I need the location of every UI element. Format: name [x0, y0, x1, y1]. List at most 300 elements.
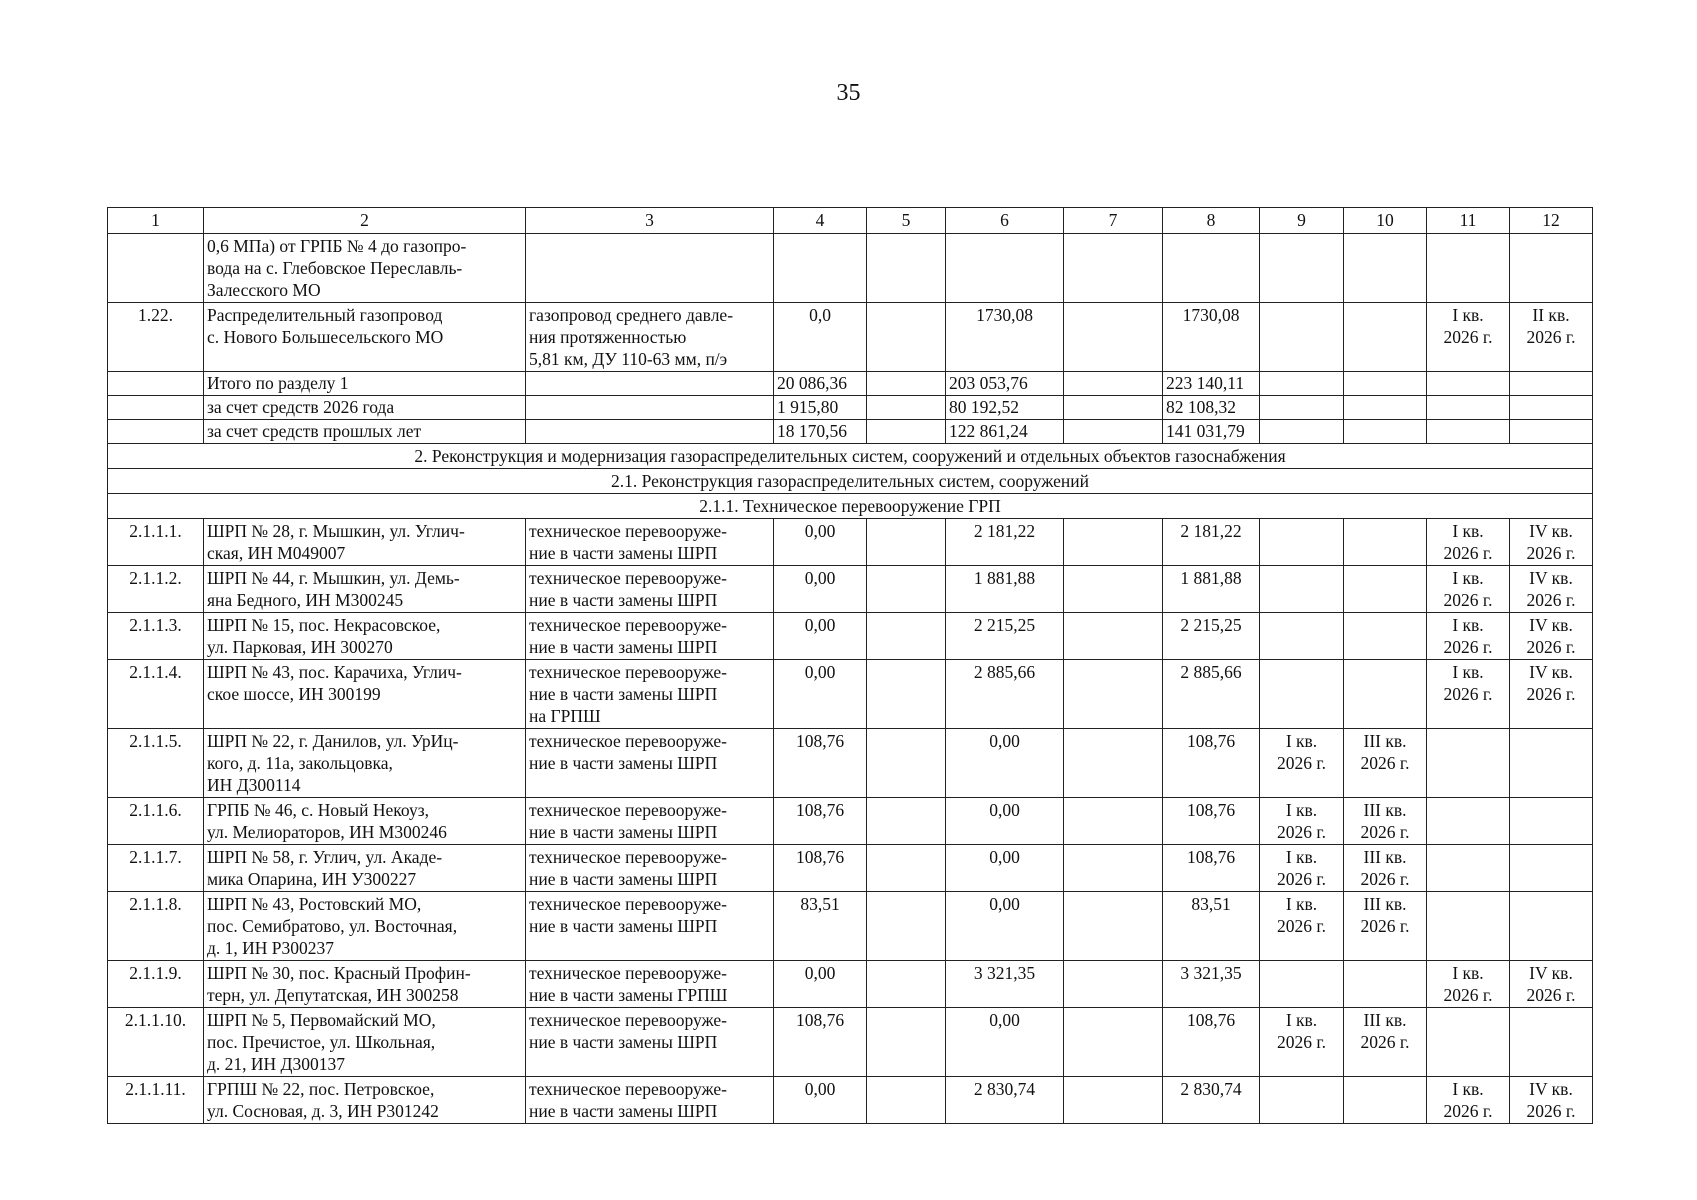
column-number: 6 — [946, 208, 1064, 234]
object-name — [204, 845, 526, 892]
cost-col-8: 108,76 — [1163, 1008, 1260, 1077]
end-period-col-10 — [1344, 961, 1427, 1008]
end-period-col-12 — [1510, 1008, 1593, 1077]
period-line: 2026 г. — [1443, 543, 1493, 563]
item-number: 2.1.1.4. — [108, 660, 204, 729]
section-title: 2.1.1. Техническое перевооружение ГРП — [108, 494, 1593, 519]
object-name-line: ШРП № 43, Ростовский МО, — [207, 894, 422, 914]
cost-col-5 — [867, 303, 946, 372]
work-description-line: техническое перевооруже- — [529, 662, 727, 682]
period-line: 2026 г. — [1526, 684, 1576, 704]
end-period-col-10 — [1344, 1077, 1427, 1124]
work-description — [526, 729, 774, 798]
table-row — [108, 798, 1593, 845]
start-period-col-9 — [1260, 519, 1344, 566]
object-name-line: ШРП № 58, г. Углич, ул. Акаде- — [207, 847, 443, 867]
period-line: 2026 г. — [1443, 590, 1493, 610]
work-description-line: ние в части замены ШРП — [529, 590, 718, 610]
period-line: III кв. — [1363, 847, 1407, 867]
start-period-col-9 — [1260, 613, 1344, 660]
work-description-line: техническое перевооруже- — [529, 1010, 727, 1030]
period-line: 2026 г. — [1526, 543, 1576, 563]
page-number: 35 — [836, 80, 861, 106]
object-name-line: терн, ул. Депутатская, ИН 300258 — [207, 985, 459, 1005]
table-body — [108, 234, 1593, 1124]
cost-col-8: 1 881,88 — [1163, 566, 1260, 613]
cost-col-6: 1730,08 — [946, 303, 1064, 372]
period-line: I кв. — [1452, 521, 1484, 541]
cost-col-8: 108,76 — [1163, 729, 1260, 798]
cost-col-5 — [867, 234, 946, 303]
period-line: I кв. — [1452, 615, 1484, 635]
object-name-line: ул. Мелиораторов, ИН М300246 — [207, 822, 447, 842]
period-line: III кв. — [1363, 800, 1407, 820]
column-number: 8 — [1163, 208, 1260, 234]
cost-col-6: 0,00 — [946, 729, 1064, 798]
object-name — [204, 303, 526, 372]
start-period-col-9 — [1260, 372, 1344, 396]
object-name — [204, 519, 526, 566]
end-period-col-12 — [1510, 519, 1593, 566]
item-number: 2.1.1.1. — [108, 519, 204, 566]
end-period-col-10 — [1344, 396, 1427, 420]
work-description-line: техническое перевооруже- — [529, 731, 727, 751]
column-number-row — [108, 208, 1593, 234]
end-period-col-12 — [1510, 420, 1593, 444]
start-period-col-11 — [1427, 729, 1510, 798]
section-header-row — [108, 494, 1593, 519]
work-description-line: ние в части замены ШРП — [529, 543, 718, 563]
cost-col-7 — [1064, 892, 1163, 961]
end-period-col-12 — [1510, 303, 1593, 372]
cost-col-7 — [1064, 1008, 1163, 1077]
cost-col-5 — [867, 396, 946, 420]
table-row — [108, 660, 1593, 729]
cost-col-8: 223 140,11 — [1163, 372, 1260, 396]
cost-col-8: 108,76 — [1163, 845, 1260, 892]
table-row — [108, 566, 1593, 613]
item-number: 2.1.1.5. — [108, 729, 204, 798]
period-line: 2026 г. — [1277, 869, 1326, 889]
start-period-col-9 — [1260, 892, 1344, 961]
start-period-col-11 — [1427, 613, 1510, 660]
cost-col-7 — [1064, 798, 1163, 845]
column-number: 12 — [1510, 208, 1593, 234]
cost-col-7 — [1064, 613, 1163, 660]
work-description — [526, 303, 774, 372]
start-period-col-11 — [1427, 372, 1510, 396]
start-period-col-11 — [1427, 519, 1510, 566]
table-row — [108, 1008, 1593, 1077]
object-name-line: ШРП № 44, г. Мышкин, ул. Демь- — [207, 568, 460, 588]
cost-col-8 — [1163, 234, 1260, 303]
cost-col-8: 141 031,79 — [1163, 420, 1260, 444]
column-number: 4 — [774, 208, 867, 234]
column-number: 11 — [1427, 208, 1510, 234]
period-line: I кв. — [1452, 662, 1484, 682]
period-line: I кв. — [1452, 963, 1484, 983]
column-number: 7 — [1064, 208, 1163, 234]
cost-col-5 — [867, 1008, 946, 1077]
work-description — [526, 961, 774, 1008]
cost-col-8: 83,51 — [1163, 892, 1260, 961]
start-period-col-9 — [1260, 566, 1344, 613]
object-name-line: пос. Семибратово, ул. Восточная, — [207, 916, 458, 936]
cost-col-4: 0,0 — [774, 303, 867, 372]
cost-col-5 — [867, 420, 946, 444]
object-name-line: с. Нового Большесельского МО — [207, 327, 444, 347]
object-name — [204, 892, 526, 961]
cost-col-4: 18 170,56 — [774, 420, 867, 444]
end-period-col-12 — [1510, 961, 1593, 1008]
cost-col-6: 0,00 — [946, 798, 1064, 845]
period-line: I кв. — [1285, 731, 1318, 751]
section-header-row — [108, 469, 1593, 494]
period-line: 2026 г. — [1360, 822, 1410, 842]
cost-col-5 — [867, 729, 946, 798]
period-line: 2026 г. — [1526, 985, 1576, 1005]
table-row — [108, 519, 1593, 566]
period-line: 2026 г. — [1443, 1101, 1493, 1121]
end-period-col-10 — [1344, 660, 1427, 729]
item-number: 2.1.1.10. — [108, 1008, 204, 1077]
end-period-col-12 — [1510, 613, 1593, 660]
object-name-line: мика Опарина, ИН У300227 — [207, 869, 417, 889]
object-name-line: ШРП № 28, г. Мышкин, ул. Углич- — [207, 521, 465, 541]
work-description-line: газопровод среднего давле- — [529, 305, 734, 325]
work-description-line: на ГРПШ — [529, 706, 601, 726]
cost-col-5 — [867, 372, 946, 396]
end-period-col-10 — [1344, 303, 1427, 372]
period-line: 2026 г. — [1277, 753, 1326, 773]
work-description-line: ние в части замены ШРП — [529, 637, 718, 657]
object-name — [204, 372, 526, 396]
work-description-line: 5,81 км, ДУ 110-63 мм, п/э — [529, 349, 728, 369]
table-row — [108, 961, 1593, 1008]
end-period-col-10 — [1344, 1008, 1427, 1077]
item-number — [108, 396, 204, 420]
period-line: IV кв. — [1529, 963, 1573, 983]
period-line: IV кв. — [1529, 662, 1573, 682]
start-period-col-11 — [1427, 660, 1510, 729]
period-line: 2026 г. — [1277, 822, 1326, 842]
work-description — [526, 845, 774, 892]
cost-col-7 — [1064, 566, 1163, 613]
cost-col-4: 0,00 — [774, 613, 867, 660]
period-line: IV кв. — [1529, 521, 1573, 541]
cost-col-4: 108,76 — [774, 1008, 867, 1077]
period-line: 2026 г. — [1360, 869, 1410, 889]
item-number: 2.1.1.7. — [108, 845, 204, 892]
cost-col-8: 82 108,32 — [1163, 396, 1260, 420]
cost-col-5 — [867, 798, 946, 845]
period-line: II кв. — [1532, 305, 1570, 325]
period-line: 2026 г. — [1443, 637, 1493, 657]
work-description — [526, 519, 774, 566]
object-name-line: Распределительный газопровод — [207, 305, 443, 325]
end-period-col-12 — [1510, 660, 1593, 729]
cost-col-5 — [867, 1077, 946, 1124]
object-name — [204, 729, 526, 798]
cost-col-4: 0,00 — [774, 566, 867, 613]
start-period-col-9 — [1260, 798, 1344, 845]
cost-col-5 — [867, 566, 946, 613]
work-description-line: ние в части замены ШРП — [529, 1032, 718, 1052]
cost-col-5 — [867, 892, 946, 961]
object-name — [204, 420, 526, 444]
object-name — [204, 234, 526, 303]
end-period-col-10 — [1344, 613, 1427, 660]
period-line: 2026 г. — [1526, 1101, 1576, 1121]
work-description — [526, 420, 774, 444]
end-period-col-10 — [1344, 845, 1427, 892]
start-period-col-11 — [1427, 566, 1510, 613]
period-line: I кв. — [1285, 800, 1318, 820]
object-name — [204, 613, 526, 660]
cost-col-4 — [774, 234, 867, 303]
period-line: I кв. — [1452, 305, 1484, 325]
cost-col-8: 2 181,22 — [1163, 519, 1260, 566]
cost-col-6: 203 053,76 — [946, 372, 1064, 396]
object-name-line: д. 1, ИН Р300237 — [207, 938, 335, 958]
table-row — [108, 1077, 1593, 1124]
work-description-line: техническое перевооруже- — [529, 615, 727, 635]
period-line: IV кв. — [1529, 568, 1573, 588]
cost-col-6: 0,00 — [946, 1008, 1064, 1077]
object-name-line: ская, ИН М049007 — [207, 543, 346, 563]
end-period-col-12 — [1510, 396, 1593, 420]
start-period-col-9 — [1260, 234, 1344, 303]
object-name — [204, 660, 526, 729]
object-name-line: ШРП № 30, пос. Красный Профин- — [207, 963, 471, 983]
column-number: 9 — [1260, 208, 1344, 234]
start-period-col-9 — [1260, 396, 1344, 420]
cost-col-4: 0,00 — [774, 519, 867, 566]
item-number: 2.1.1.3. — [108, 613, 204, 660]
object-name — [204, 396, 526, 420]
cost-col-4: 83,51 — [774, 892, 867, 961]
work-description-line: техническое перевооруже- — [529, 894, 727, 914]
item-number: 2.1.1.11. — [108, 1077, 204, 1124]
end-period-col-12 — [1510, 845, 1593, 892]
work-description — [526, 234, 774, 303]
work-description — [526, 892, 774, 961]
work-description-line: ние в части замены ШРП — [529, 869, 718, 889]
end-period-col-10 — [1344, 892, 1427, 961]
object-name-line: ШРП № 43, пос. Карачиха, Углич- — [207, 662, 462, 682]
cost-col-4: 0,00 — [774, 961, 867, 1008]
cost-col-7 — [1064, 234, 1163, 303]
start-period-col-9 — [1260, 420, 1344, 444]
object-name-line: яна Бедного, ИН М300245 — [207, 590, 404, 610]
cost-col-6: 80 192,52 — [946, 396, 1064, 420]
cost-col-8: 2 885,66 — [1163, 660, 1260, 729]
cost-col-7 — [1064, 961, 1163, 1008]
end-period-col-12 — [1510, 566, 1593, 613]
cost-col-6: 2 830,74 — [946, 1077, 1064, 1124]
period-line: 2026 г. — [1360, 1032, 1410, 1052]
cost-col-7 — [1064, 372, 1163, 396]
period-line: III кв. — [1363, 894, 1407, 914]
start-period-col-9 — [1260, 660, 1344, 729]
investment-program-table — [107, 207, 1593, 1124]
start-period-col-11 — [1427, 961, 1510, 1008]
cost-col-8: 1730,08 — [1163, 303, 1260, 372]
table-row — [108, 845, 1593, 892]
cost-col-6: 2 215,25 — [946, 613, 1064, 660]
cost-col-4: 1 915,80 — [774, 396, 867, 420]
end-period-col-10 — [1344, 519, 1427, 566]
object-name — [204, 798, 526, 845]
period-line: 2026 г. — [1443, 985, 1493, 1005]
cost-col-7 — [1064, 519, 1163, 566]
section-header-row — [108, 444, 1593, 469]
cost-col-4: 108,76 — [774, 845, 867, 892]
start-period-col-11 — [1427, 845, 1510, 892]
work-description — [526, 1008, 774, 1077]
object-name-line: Итого по разделу 1 — [207, 373, 349, 393]
period-line: 2026 г. — [1277, 1032, 1326, 1052]
cost-col-7 — [1064, 396, 1163, 420]
start-period-col-11 — [1427, 1077, 1510, 1124]
object-name-line: Залесского МО — [207, 280, 321, 300]
item-number: 2.1.1.9. — [108, 961, 204, 1008]
end-period-col-10 — [1344, 420, 1427, 444]
object-name-line: пос. Пречистое, ул. Школьная, — [207, 1032, 436, 1052]
object-name-line: кого, д. 11а, закольцовка, — [207, 753, 393, 773]
period-line: 2026 г. — [1277, 916, 1326, 936]
column-number: 1 — [108, 208, 204, 234]
cost-col-5 — [867, 613, 946, 660]
cost-col-6: 0,00 — [946, 845, 1064, 892]
column-number: 2 — [204, 208, 526, 234]
period-line: IV кв. — [1529, 615, 1573, 635]
cost-col-6: 2 885,66 — [946, 660, 1064, 729]
period-line: 2026 г. — [1360, 916, 1410, 936]
table-row — [108, 892, 1593, 961]
work-description — [526, 396, 774, 420]
work-description-line: техническое перевооруже- — [529, 963, 727, 983]
table-row — [108, 303, 1593, 372]
work-description-line: техническое перевооруже- — [529, 1079, 727, 1099]
object-name-line: ГРПШ № 22, пос. Петровское, — [207, 1079, 435, 1099]
start-period-col-11 — [1427, 420, 1510, 444]
item-number: 2.1.1.8. — [108, 892, 204, 961]
period-line: I кв. — [1452, 1079, 1484, 1099]
period-line: 2026 г. — [1526, 590, 1576, 610]
start-period-col-11 — [1427, 234, 1510, 303]
cost-col-6: 122 861,24 — [946, 420, 1064, 444]
cost-col-6 — [946, 234, 1064, 303]
period-line: III кв. — [1363, 1010, 1407, 1030]
object-name-line: ШРП № 22, г. Данилов, ул. УрИц- — [207, 731, 459, 751]
object-name-line: ШРП № 5, Первомайский МО, — [207, 1010, 436, 1030]
period-line: 2026 г. — [1526, 327, 1576, 347]
end-period-col-10 — [1344, 372, 1427, 396]
object-name-line: д. 21, ИН Д300137 — [207, 1054, 345, 1074]
object-name — [204, 1077, 526, 1124]
start-period-col-9 — [1260, 729, 1344, 798]
object-name-line: ул. Сосновая, д. 3, ИН Р301242 — [207, 1101, 439, 1121]
start-period-col-9 — [1260, 1008, 1344, 1077]
period-line: I кв. — [1285, 894, 1318, 914]
object-name — [204, 1008, 526, 1077]
cost-col-6: 0,00 — [946, 892, 1064, 961]
period-line: I кв. — [1285, 1010, 1318, 1030]
work-description-line: ние в части замены ШРП — [529, 753, 718, 773]
start-period-col-9 — [1260, 845, 1344, 892]
work-description — [526, 660, 774, 729]
end-period-col-10 — [1344, 798, 1427, 845]
item-number: 2.1.1.6. — [108, 798, 204, 845]
table-row — [108, 613, 1593, 660]
object-name-line: вода на с. Глебовское Переславль- — [207, 258, 463, 278]
object-name-line: ское шоссе, ИН 300199 — [207, 684, 381, 704]
start-period-col-11 — [1427, 798, 1510, 845]
period-line: 2026 г. — [1526, 637, 1576, 657]
start-period-col-11 — [1427, 892, 1510, 961]
cost-col-8: 2 215,25 — [1163, 613, 1260, 660]
cost-col-4: 20 086,36 — [774, 372, 867, 396]
start-period-col-11 — [1427, 303, 1510, 372]
end-period-col-12 — [1510, 372, 1593, 396]
cost-col-8: 2 830,74 — [1163, 1077, 1260, 1124]
cost-col-7 — [1064, 420, 1163, 444]
item-number — [108, 234, 204, 303]
work-description-line: ние в части замены ГРПШ — [529, 985, 728, 1005]
cost-col-7 — [1064, 303, 1163, 372]
period-line: 2026 г. — [1443, 327, 1493, 347]
work-description — [526, 613, 774, 660]
item-number — [108, 420, 204, 444]
work-description-line: техническое перевооруже- — [529, 847, 727, 867]
cost-col-8: 3 321,35 — [1163, 961, 1260, 1008]
section-title: 2.1. Реконструкция газораспределительных систем, сооружений — [108, 469, 1593, 494]
table-row — [108, 729, 1593, 798]
start-period-col-11 — [1427, 396, 1510, 420]
end-period-col-12 — [1510, 798, 1593, 845]
cost-col-5 — [867, 845, 946, 892]
item-number: 1.22. — [108, 303, 204, 372]
work-description-line: ния протяженностью — [529, 327, 687, 347]
cost-col-6: 1 881,88 — [946, 566, 1064, 613]
work-description-line: ние в части замены ШРП — [529, 916, 718, 936]
work-description — [526, 372, 774, 396]
column-number: 10 — [1344, 208, 1427, 234]
object-name — [204, 961, 526, 1008]
period-line: I кв. — [1452, 568, 1484, 588]
start-period-col-9 — [1260, 1077, 1344, 1124]
object-name-line: ул. Парковая, ИН 300270 — [207, 637, 393, 657]
period-line: IV кв. — [1529, 1079, 1573, 1099]
object-name-line: ГРПБ № 46, с. Новый Некоуз, — [207, 800, 430, 820]
cost-col-7 — [1064, 729, 1163, 798]
period-line: III кв. — [1363, 731, 1407, 751]
period-line: 2026 г. — [1443, 684, 1493, 704]
object-name-line: ИН Д300114 — [207, 775, 301, 795]
work-description — [526, 1077, 774, 1124]
column-number: 3 — [526, 208, 774, 234]
section-title: 2. Реконструкция и модернизация газораспределительных систем, сооружений и отдельных объектов газоснабжения — [108, 444, 1593, 469]
start-period-col-11 — [1427, 1008, 1510, 1077]
object-name-line: 0,6 МПа) от ГРПБ № 4 до газопро- — [207, 236, 467, 256]
work-description-line: ние в части замены ШРП — [529, 684, 718, 704]
total-row — [108, 420, 1593, 444]
work-description-line: техническое перевооруже- — [529, 568, 727, 588]
total-row — [108, 372, 1593, 396]
start-period-col-9 — [1260, 961, 1344, 1008]
end-period-col-12 — [1510, 234, 1593, 303]
